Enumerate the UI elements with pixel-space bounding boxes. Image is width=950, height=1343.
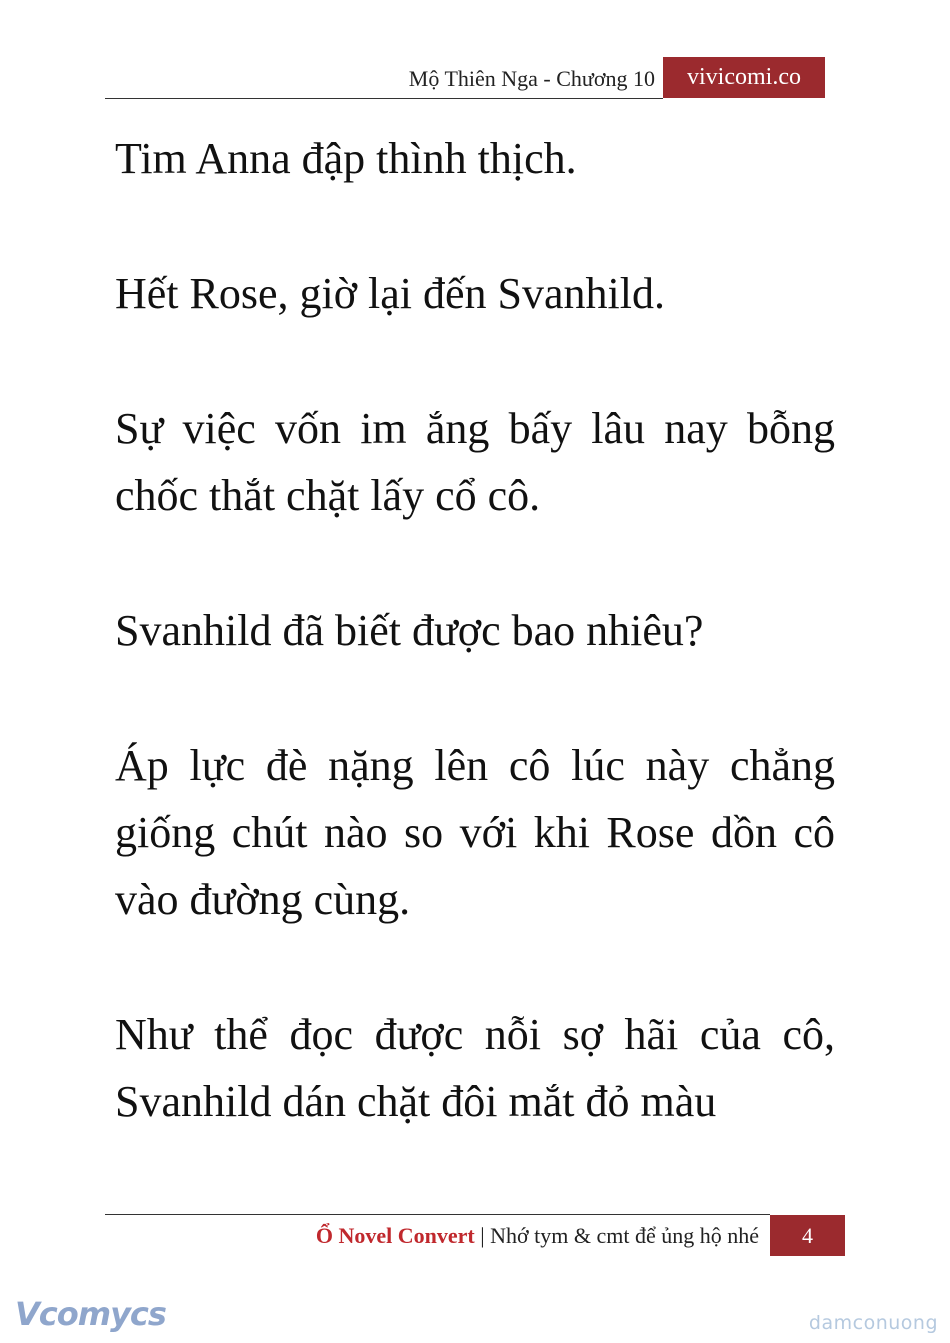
footer-divider	[105, 1214, 770, 1215]
paragraph: Áp lực đè nặng lên cô lúc này chẳng giống chút nào so với khi Rose dồn cô vào đường cùng.	[115, 741, 835, 924]
page-footer	[105, 1214, 845, 1256]
paragraph: Svanhild đã biết được bao nhiêu?	[115, 606, 704, 655]
site-badge: vivicomi.co	[663, 57, 825, 98]
header-divider	[105, 98, 663, 99]
paragraph: Tim Anna đập thình thịch.	[115, 134, 577, 183]
footer-message: Nhớ tym & cmt để ủng hộ nhé	[490, 1223, 759, 1248]
footer-credit	[316, 1223, 759, 1249]
damconuong-watermark: damconuong	[808, 1312, 938, 1334]
footer-separator: |	[474, 1223, 491, 1248]
footer-brand: Ổ Novel Convert	[315, 1223, 475, 1248]
chapter-title: Mộ Thiên Nga - Chương 10	[408, 66, 655, 91]
paragraph: Như thể đọc được nỗi sợ hãi của cô, Svanhild dán chặt đôi mắt đỏ màu	[115, 1010, 835, 1126]
paragraph: Sự việc vốn im ắng bấy lâu nay bỗng chốc thắt chặt lấy cổ cô.	[115, 404, 835, 520]
page-number: 4	[770, 1215, 845, 1256]
chapter-body	[115, 125, 835, 1203]
paragraph: Hết Rose, giờ lại đến Svanhild.	[115, 269, 665, 318]
page-header	[105, 57, 825, 99]
vcomycs-watermark: Vcomycs	[15, 1295, 166, 1333]
